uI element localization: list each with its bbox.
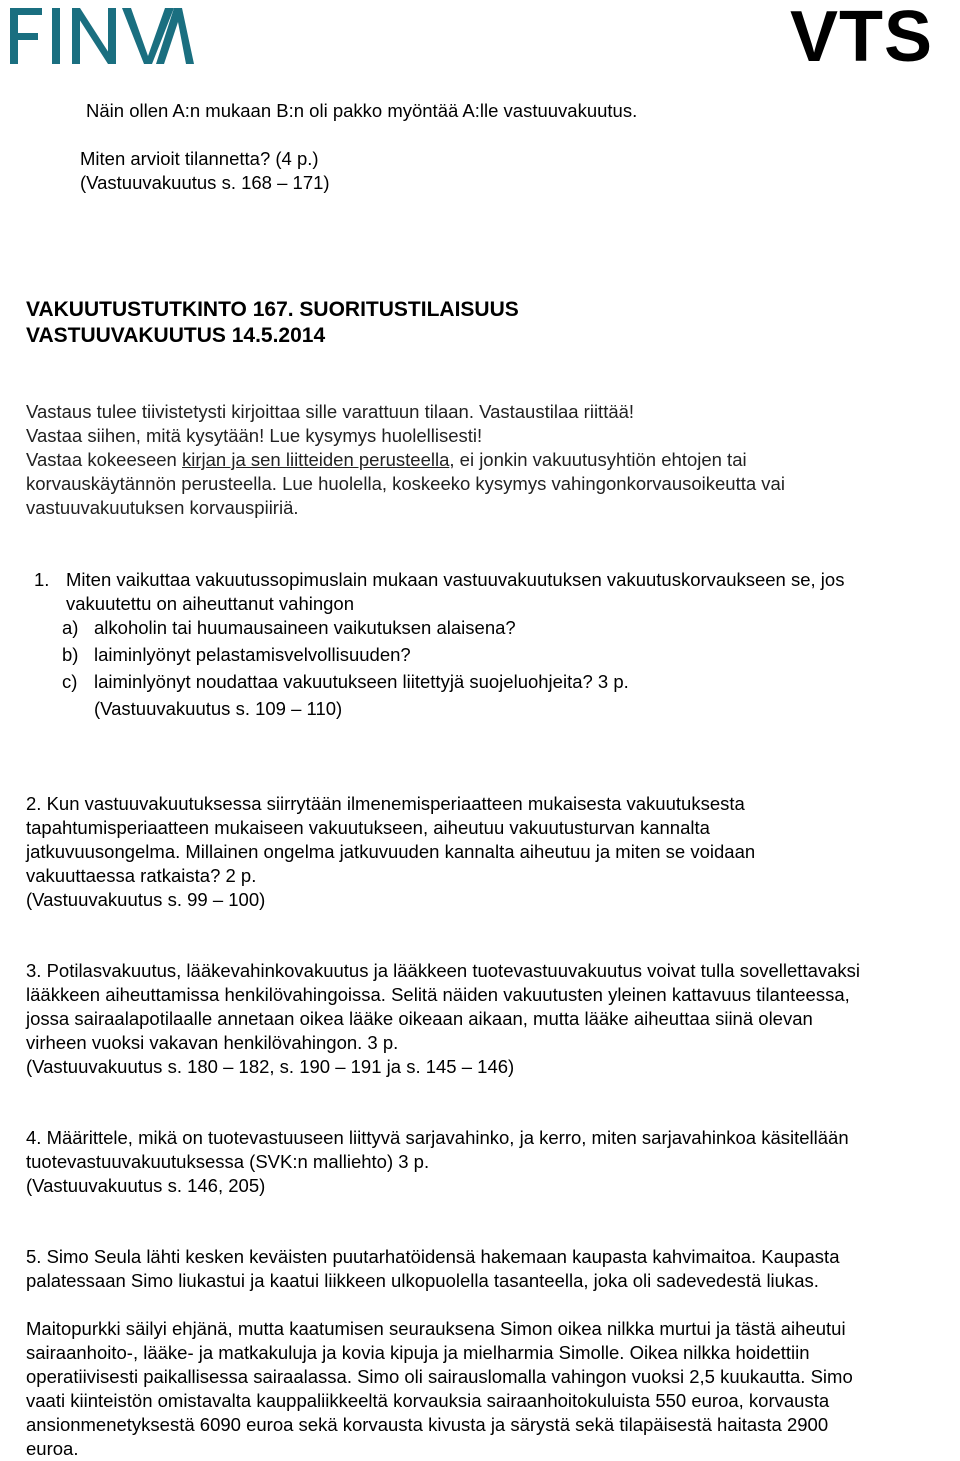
question-4: 4. Määrittele, mikä on tuotevastuuseen liittyvä sarjavahinko, ja kerro, miten sarjavahinkoa käsitellään tuotevastuuvakuutuksessa (SVK:n malliehto) 3 p. (Vastuuvakuutus s. 146, 205) bbox=[26, 1127, 849, 1196]
exam-heading: VAKUUTUSTUTKINTO 167. SUORITUSTILAISUUS VASTUUVAKUUTUS 14.5.2014 bbox=[26, 298, 519, 347]
question-1-items: a) alkoholin tai huumausaineen vaikutuksen alaisena? b) laiminlyönyt pelastamisvelvollisuuden? c) laiminlyönyt noudattaa vakuutukseen liitettyjä suojeluohjeita? 3 p. (Vastuuvakuutus s. 109 – 110) bbox=[62, 617, 629, 719]
intro-question: Miten arvioit tilannetta? (4 p.) (Vastuuvakuutus s. 168 – 171) bbox=[80, 148, 330, 193]
intro-sentence: Näin ollen A:n mukaan B:n oli pakko myöntää A:lle vastuuvakuutus. bbox=[86, 100, 638, 121]
question-5-paragraph-2: Maitopurkki säilyi ehjänä, mutta kaatumisen seurauksena Simon oikea nilkka murtui ja tästä aiheutui sairaanhoito-, lääke- ja matkakuluja ja kovia kipuja ja mielharmia Simolle. Oikea nilkka hoidettiin operatiivisesti paikallisessa sairaalassa. Simo oli sairauslomalla vahingon vuoksi 2,5 kuukautta. Simo vaati kiinteistön omistavalta kauppaliikkeeltä korvauksia sairaanhoitokuluista 550 euroa, korvausta ansionmenetyksestä 6090 euroa sekä korvausta kivusta ja särystä sekä tilapäisestä haitasta 2900 euroa. bbox=[26, 1318, 853, 1459]
question-5-paragraph-1: 5. Simo Seula lähti kesken keväisten puutarhatöidensä hakemaan kaupasta kahvimaitoa. Kaupasta palatessaan Simo liukastui ja kaatui liikkeen ulkopuolella tasanteella, joka oli sadevedestä liukas. bbox=[26, 1246, 840, 1291]
question-1-text: Miten vaikuttaa vakuutussopimuslain mukaan vastuuvakuutuksen vakuutuskorvaukseen se, jos vakuutettu on aiheuttanut vahingon bbox=[66, 569, 845, 614]
question-2: 2. Kun vastuuvakuutuksessa siirrytään ilmenemisperiaatteen mukaisesta vakuutuksesta tapahtumisperiaatteen mukaiseen vakuutukseen, aiheutuu vakuutusturvan kannalta jatkuvuusongelma. Millainen ongelma jatkuvuuden kannalta aiheutuu ja miten se voidaan vakuuttaessa ratkaista? 2 p. (Vastuuvakuutus s. 99 – 100) bbox=[26, 793, 756, 910]
vts-logo: VTS bbox=[790, 0, 934, 77]
question-1-number: 1. bbox=[34, 569, 50, 590]
question-3: 3. Potilasvakuutus, lääkevahinkovakuutus ja lääkkeen tuotevastuuvakuutus voivat tulla sovellettavaksi lääkkeen aiheuttamissa henkilövahingoissa. Selitä näiden vakuutusten yleinen kattavuus tilanteessa, jossa sairaalapotilaalle annetaan oikea lääke oikeaan aikaan, mutta lääke aiheuttaa siinä olevan virheen vuoksi vakavan henkilövahingon. 3 p. (Vastuuvakuutus s. 180 – 182, s. 190 – 191 ja s. 145 – 146) bbox=[26, 960, 861, 1077]
finva-logo bbox=[8, 2, 194, 68]
instructions: Vastaus tulee tiivistetysti kirjoittaa sille varattuun tilaan. Vastaustilaa riittää! Vastaa siihen, mitä kysytään! Lue kysymys huolellisesti! Vastaa kokeeseen kirjan ja sen liitteiden perusteella, ei jonkin vakuutusyhtiön ehtojen tai korvauskäytännön perusteella. Lue huolella, koskeeko kysymys vahingonkorvausoikeutta vai vastuuvakuutuksen korvauspiiriä. bbox=[26, 401, 785, 518]
